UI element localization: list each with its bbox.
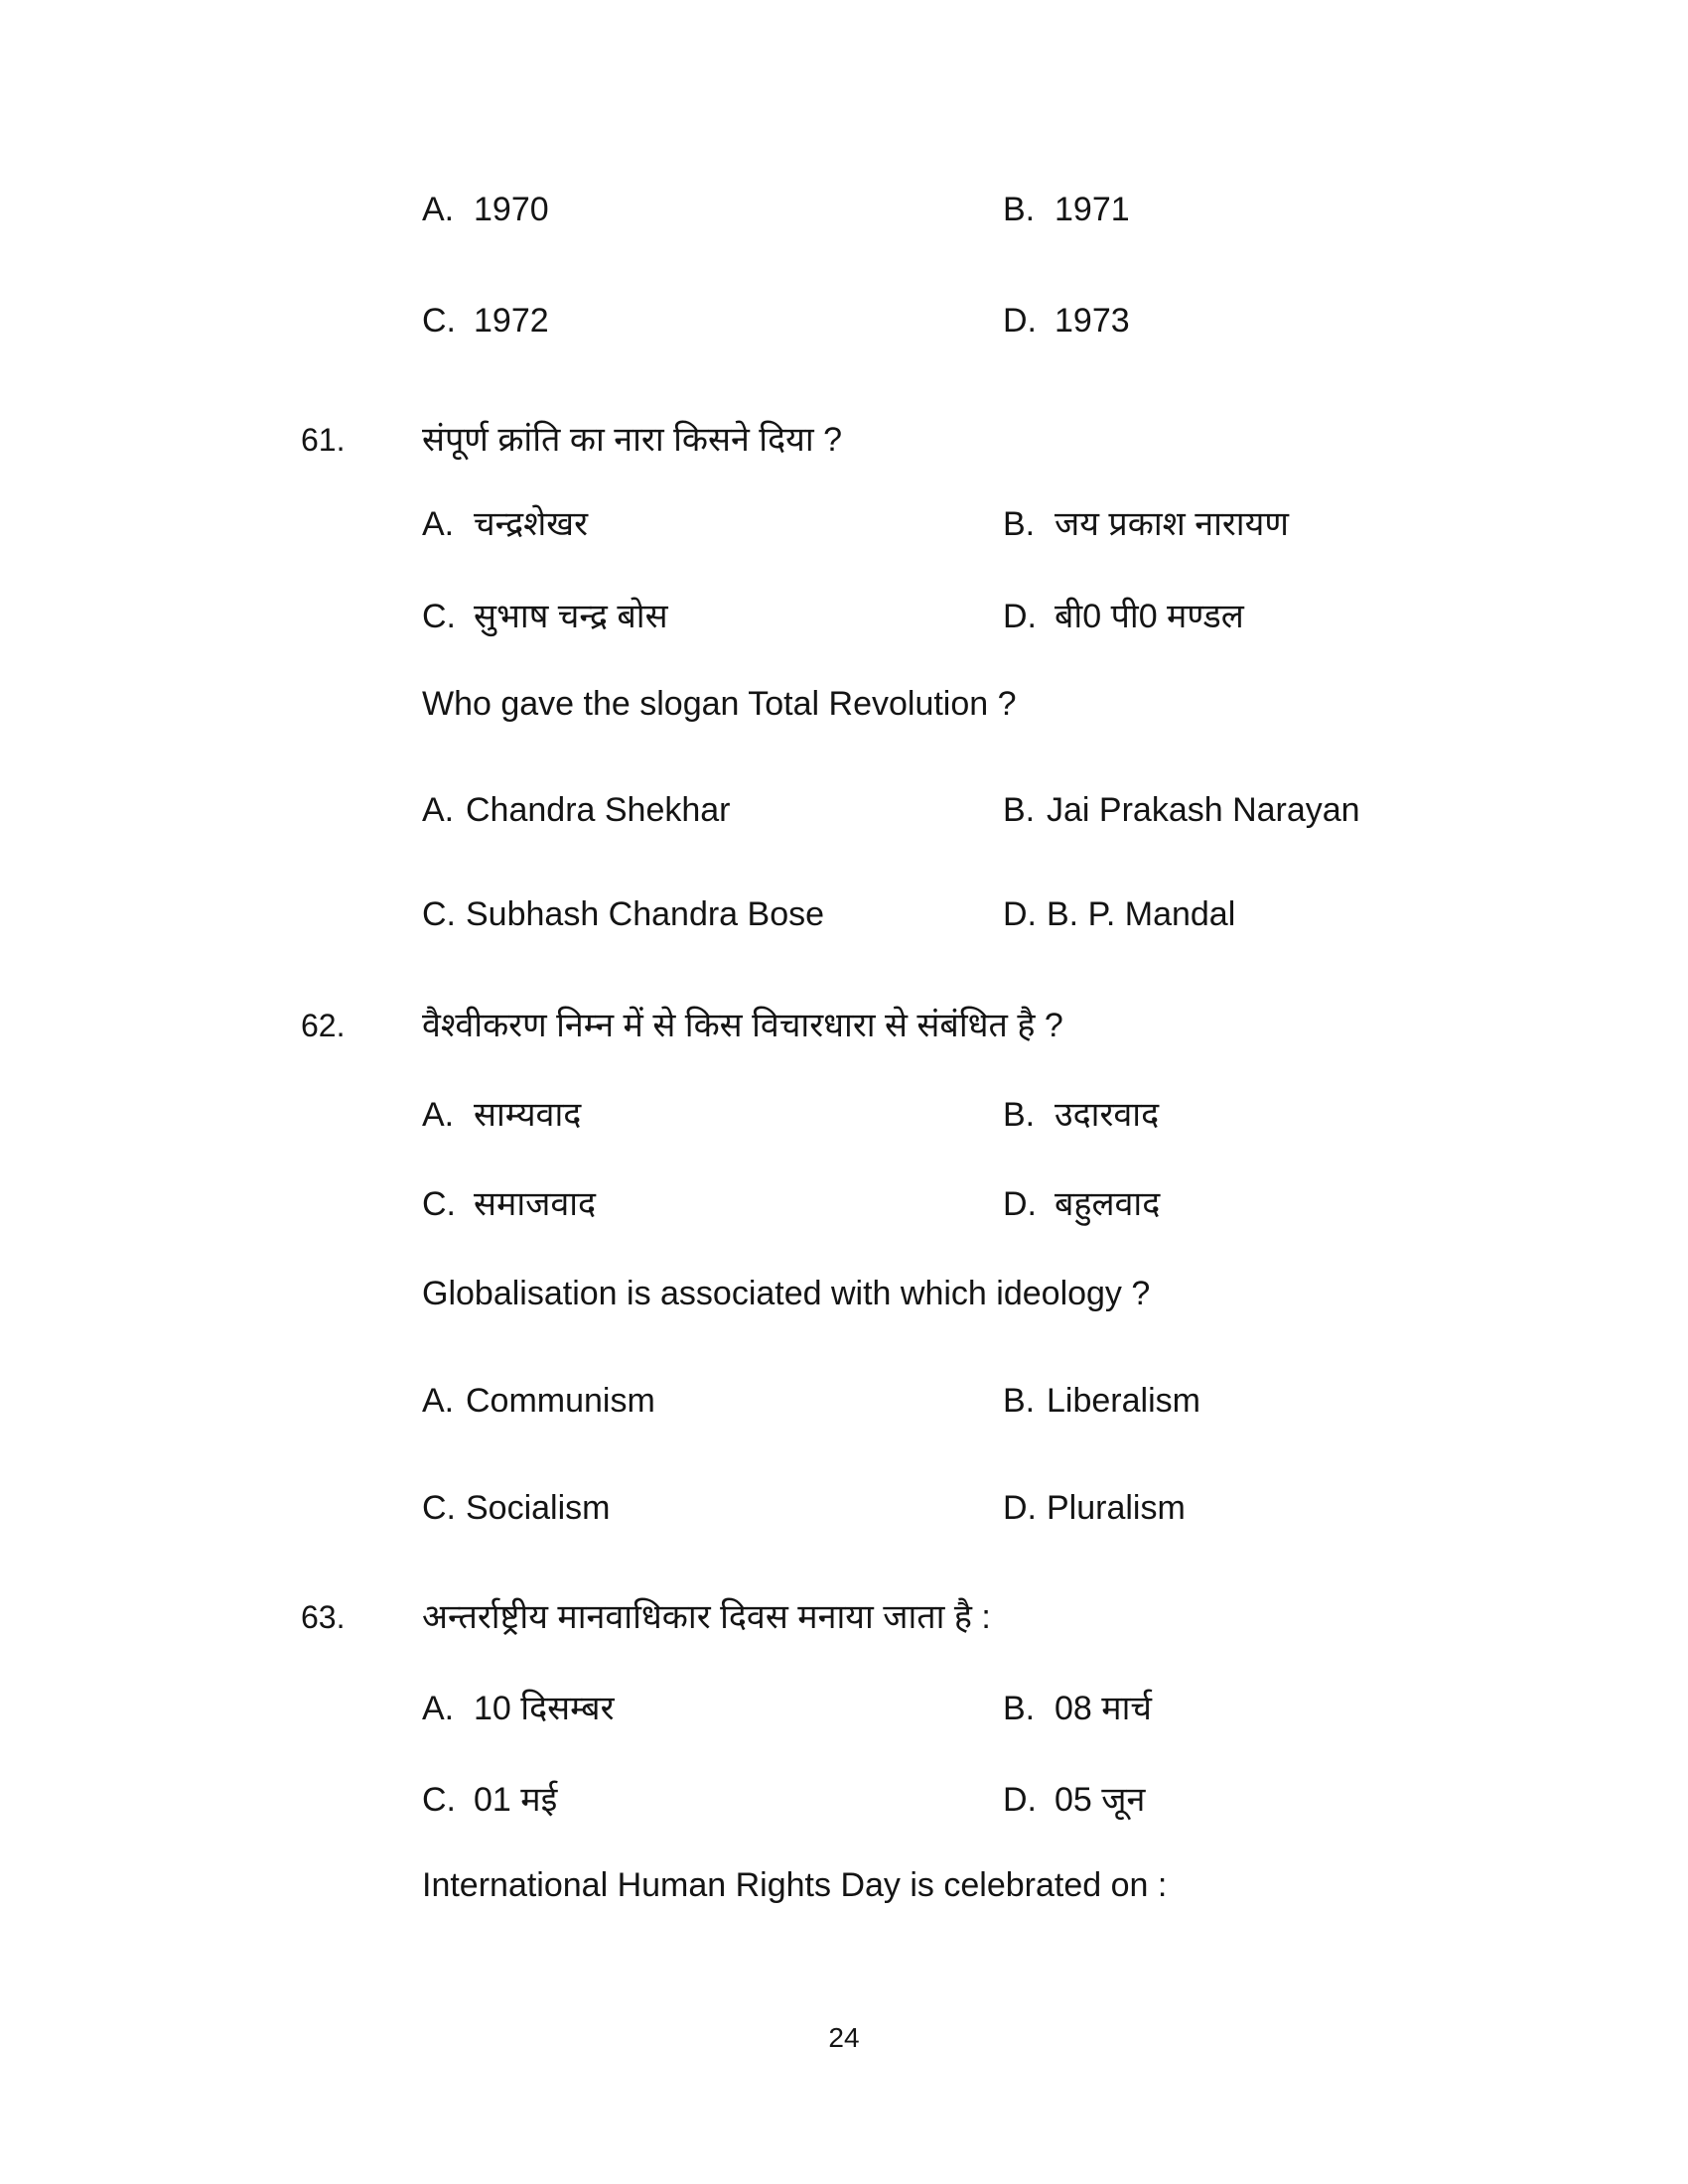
option-letter: D. [1003,1185,1037,1223]
question-62-english-options-row-2 [0,1485,1688,1531]
option-text: चन्द्रशेखर [474,505,588,543]
question-text-hindi: अन्तर्राष्ट्रीय मानवाधिकार दिवस मनाया जाता है : [422,1598,991,1636]
option-text: 10 दिसम्बर [474,1690,615,1727]
option-c [422,1181,596,1227]
option-letter: B. [1003,1690,1036,1727]
option-letter: C. [422,895,456,933]
option-text: जय प्रकाश नारायण [1055,505,1289,543]
question-63-hindi-options-row-1 [0,1686,1688,1731]
option-text: 1970 [474,191,549,228]
question-number: 62. [301,1008,346,1043]
option-text: Communism [466,1382,655,1420]
option-letter: B. [1003,191,1036,228]
option-a [422,501,588,547]
option-text: साम्यवाद [474,1096,582,1134]
option-c [422,298,549,343]
option-d [1003,1777,1145,1823]
question-text-english: International Human Rights Day is celebrated on : [422,1866,1168,1904]
option-text: उदारवाद [1055,1096,1160,1134]
option-a [422,1092,581,1138]
option-a [422,1378,655,1424]
option-text: 05 जून [1055,1781,1146,1819]
option-text: बहुलवाद [1055,1185,1161,1223]
option-d [1003,1181,1160,1227]
option-text: 1972 [474,302,549,340]
option-a [422,187,549,232]
option-text: सुभाष चन्द्र बोस [474,598,668,635]
option-letter: A. [422,1096,455,1134]
option-letter: B. [1003,1096,1036,1134]
question-62-hindi [0,1003,1688,1048]
option-c [422,594,668,639]
option-letter: B. [1003,791,1036,829]
option-a [422,787,731,833]
option-text: Socialism [466,1489,611,1527]
option-letter: A. [422,791,455,829]
question-62-hindi-options-row-2 [0,1181,1688,1227]
option-text: 08 मार्च [1055,1690,1152,1727]
option-letter: A. [422,1382,455,1420]
option-text: Liberalism [1047,1382,1200,1420]
question-number: 61. [301,422,346,458]
option-letter: C. [422,1781,456,1819]
option-c [422,891,824,937]
option-a [422,1686,614,1731]
option-b [1003,187,1130,232]
option-text: Chandra Shekhar [466,791,731,829]
option-b [1003,1092,1159,1138]
question-61-english [0,681,1688,727]
question-63-english [0,1862,1688,1908]
option-text: B. P. Mandal [1047,895,1236,933]
option-text: बी0 पी0 मण्डल [1055,598,1244,635]
question-62-hindi-options-row-1 [0,1092,1688,1138]
option-text: 1971 [1055,191,1130,228]
question-text-english: Who gave the slogan Total Revolution ? [422,685,1017,723]
question-63-hindi [0,1594,1688,1640]
question-61-hindi-options-row-2 [0,594,1688,639]
question-61-english-options-row-1 [0,787,1688,833]
carryover-options-row-1 [0,187,1688,232]
option-d [1003,891,1235,937]
option-letter: C. [422,598,456,635]
option-letter: A. [422,505,455,543]
option-d [1003,298,1130,343]
option-letter: C. [422,1185,456,1223]
option-b [1003,1378,1200,1424]
option-letter: D. [1003,598,1037,635]
option-text: Subhash Chandra Bose [466,895,825,933]
option-b [1003,1686,1152,1731]
question-61-english-options-row-2 [0,891,1688,937]
question-text-hindi: संपूर्ण क्रांति का नारा किसने दिया ? [422,421,843,459]
option-c [422,1485,610,1531]
option-text: Pluralism [1047,1489,1186,1527]
option-text: 1973 [1055,302,1130,340]
question-61-hindi-options-row-1 [0,501,1688,547]
question-text-hindi: वैश्वीकरण निम्न में से किस विचारधारा से संबंधित है ? [422,1007,1063,1044]
option-letter: B. [1003,1382,1036,1420]
question-62-english [0,1271,1688,1316]
option-d [1003,594,1244,639]
question-text-english: Globalisation is associated with which ideology ? [422,1275,1151,1312]
option-letter: C. [422,1489,456,1527]
option-letter: B. [1003,505,1036,543]
option-letter: C. [422,302,456,340]
option-letter: A. [422,191,455,228]
option-d [1003,1485,1186,1531]
page-number: 24 [828,2022,860,2053]
question-62-english-options-row-1 [0,1378,1688,1424]
option-letter: D. [1003,1781,1037,1819]
option-text: Jai Prakash Narayan [1047,791,1360,829]
option-text: समाजवाद [474,1185,597,1223]
question-61-hindi [0,417,1688,463]
option-c [422,1777,557,1823]
option-letter: D. [1003,895,1037,933]
option-letter: A. [422,1690,455,1727]
option-letter: D. [1003,302,1037,340]
question-number: 63. [301,1599,346,1635]
question-63-hindi-options-row-2 [0,1777,1688,1823]
option-text: 01 मई [474,1781,558,1819]
option-b [1003,501,1289,547]
carryover-options-row-2 [0,298,1688,343]
option-b [1003,787,1360,833]
option-letter: D. [1003,1489,1037,1527]
